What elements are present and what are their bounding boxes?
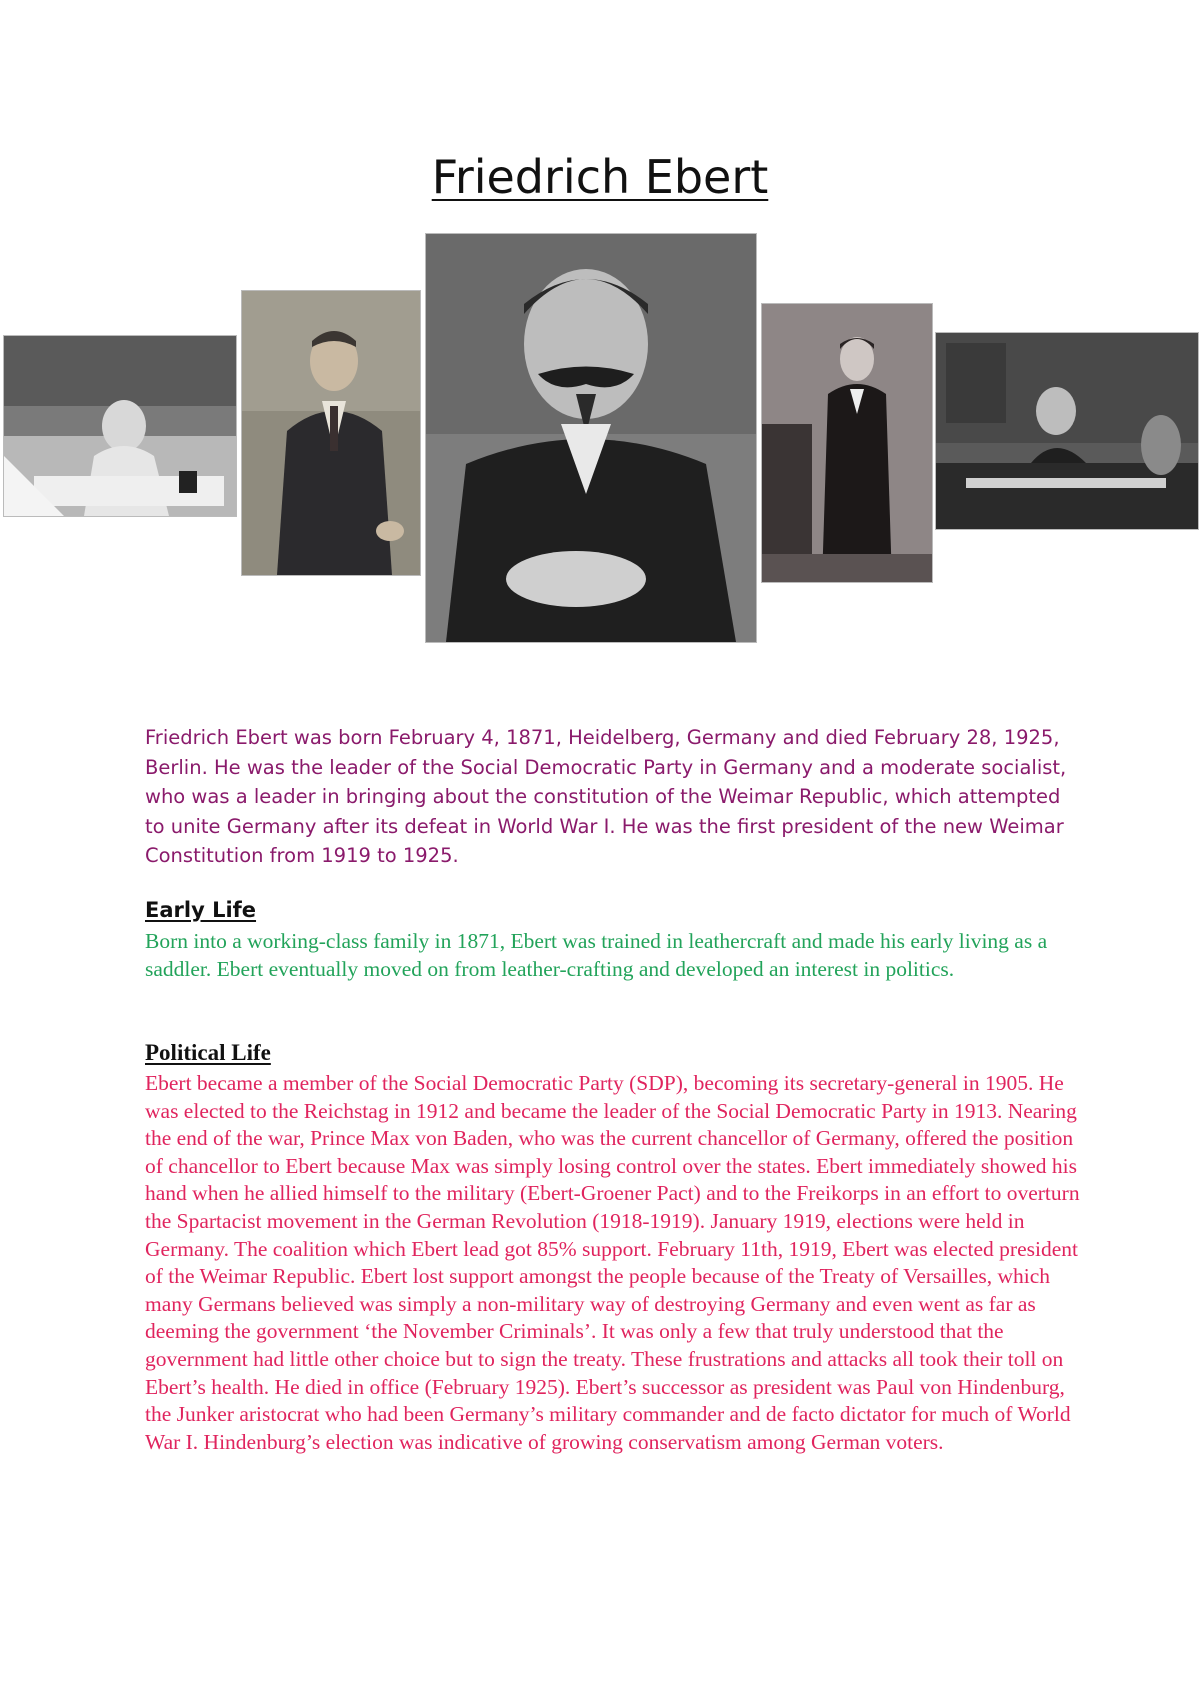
photo-ebert-painted-portrait [241,290,421,576]
political-life-paragraph: Ebert became a member of the Social Democratic Party (SDP), becoming its secretary-general in 1905. He was elected to the Reichstag in 1912 and became the leader of the Social Democratic Party in 1913. Nearing the end of the war, Prince Max von Baden, who was the current chancellor of Germany, offered the position of chancellor to Ebert because Max was simply losing control over the states. Ebert immediately showed his hand when he allied himself to the military (Ebert-Groener Pact) and to the Freikorps in an effort to overturn the Spartacist movement in the German Revolution (1918-1919). January 1919, elections were held in Germany. The coalition which Ebert lead got 85% support. February 11th, 1919, Ebert was elected president of the Weimar Republic. Ebert lost support amongst the people because of the Treaty of Versailles, which many Germans believed was simply a non-military way of destroying Germany and even went as far as deeming the government ‘the November Criminals’. It was only a few that truly understood that the government had little other choice but to sign the treaty. These frustrations and attacks all took their toll on Ebert’s health. He died in office (February 1925). Ebert’s successor as president was Paul von Hindenburg, the Junker aristocrat who had been Germany’s military commander and de facto dictator for much of World War I. Hindenburg’s election was indicative of growing conservatism among German voters. [145,1071,1080,1454]
early-life-paragraph: Born into a working-class family in 1871, Ebert was trained in leathercraft and made his early living as a saddler. Ebert eventually moved on from leather-crafting and developed an interest in politics. [145,929,1048,981]
photo-ebert-standing [761,303,933,583]
page-title: Friedrich Ebert [431,150,769,204]
political-life-heading: Political Life [145,1040,271,1065]
photo-ebert-seated-outdoors [3,335,237,517]
photo-ebert-center-portrait [425,233,757,643]
photo-ebert-at-desk [935,332,1199,530]
early-life-heading: Early Life [145,898,257,922]
intro-paragraph: Friedrich Ebert was born February 4, 1871, Heidelberg, Germany and died February 28, 1925, Berlin. He was the leader of the Social Democratic Party in Germany and a moderate socialist, who was a leader in bringing about the constitution of the Weimar Republic, which attempted to unite Germany after its defeat in World War I. He was the first president of the new Weimar Constitution from 1919 to 1925. [145,726,1067,867]
